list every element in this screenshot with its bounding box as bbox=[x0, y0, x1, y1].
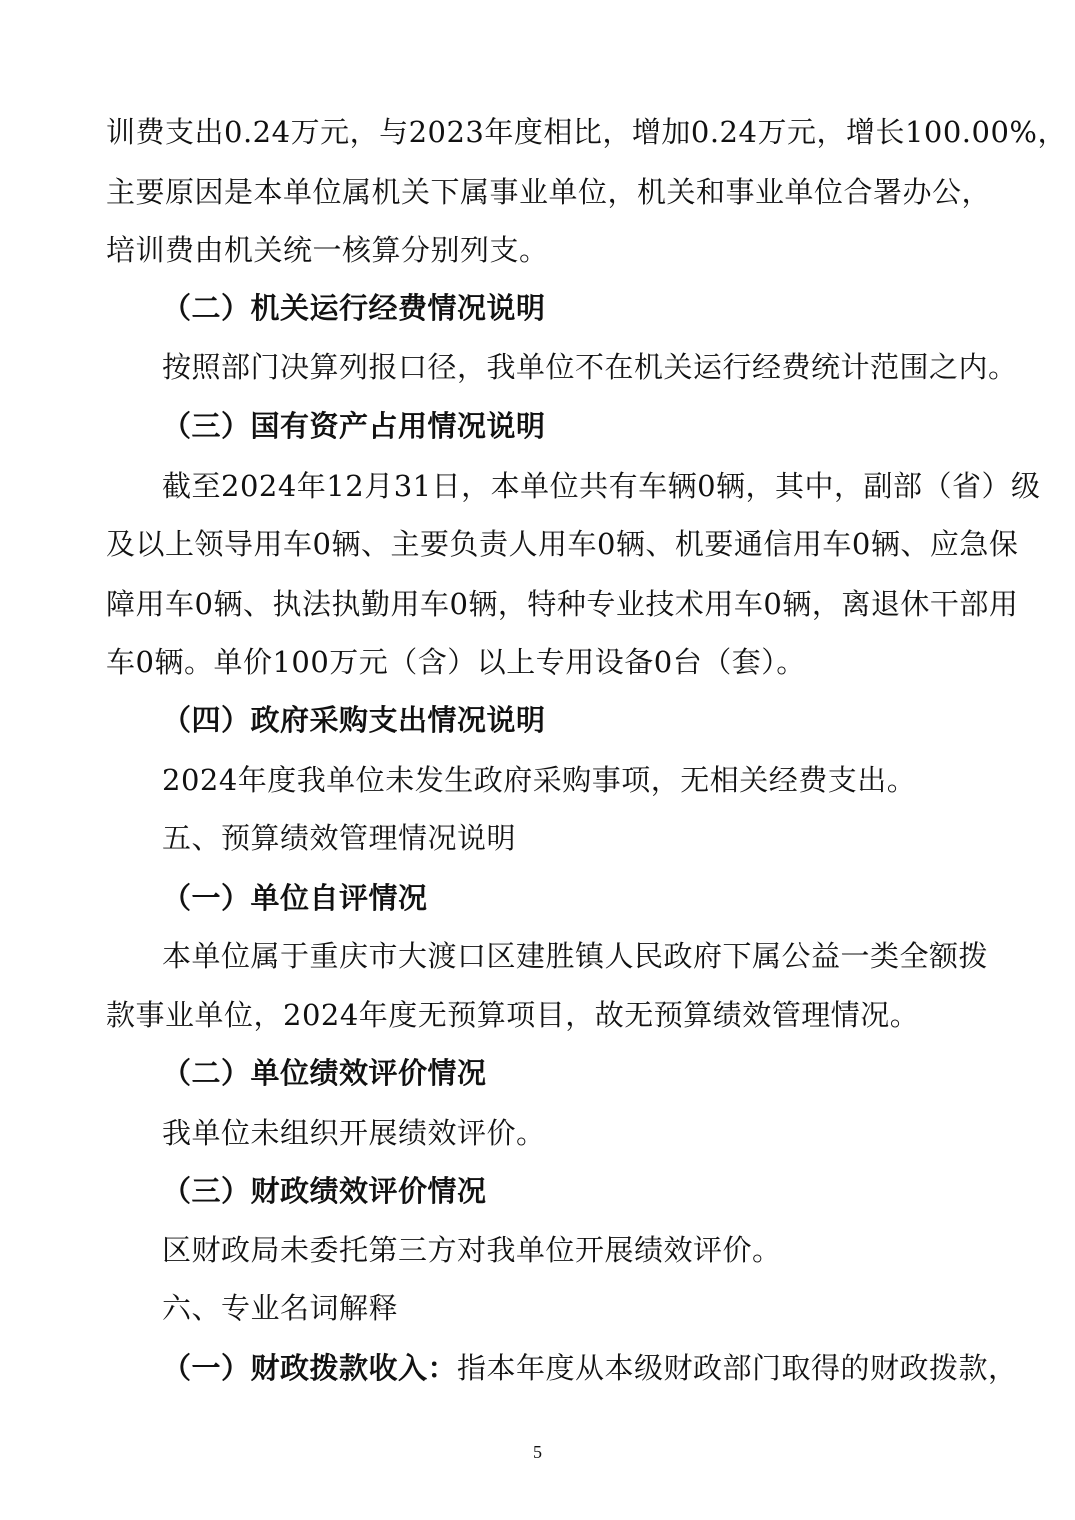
definition-line bbox=[162, 1348, 1018, 1388]
chapter-heading: 六、专业名词解释 bbox=[162, 1291, 399, 1325]
paragraph-line: 障用车0辆、执法执勤用车0辆，特种专业技术用车0辆，离退休干部用 bbox=[106, 587, 1019, 621]
paragraph-line: 培训费由机关统一核算分别列支。 bbox=[106, 233, 549, 267]
paragraph-line: 款事业单位，2024年度无预算项目，故无预算绩效管理情况。 bbox=[106, 998, 920, 1032]
paragraph-line: 及以上领导用车0辆、主要负责人用车0辆、机要通信用车0辆、应急保 bbox=[106, 527, 1019, 561]
paragraph-line: 训费支出0.24万元，与2023年度相比，增加0.24万元，增长100.00%， bbox=[106, 115, 1067, 149]
paragraph-line: 区财政局未委托第三方对我单位开展绩效评价。 bbox=[162, 1233, 782, 1267]
paragraph-line: 主要原因是本单位属机关下属事业单位，机关和事业单位合署办公， bbox=[106, 175, 992, 209]
section-heading: （二）机关运行经费情况说明 bbox=[162, 291, 546, 325]
section-heading: （二）单位绩效评价情况 bbox=[162, 1056, 487, 1090]
paragraph-line: 本单位属于重庆市大渡口区建胜镇人民政府下属公益一类全额拨 bbox=[162, 939, 989, 973]
section-heading: （三）财政绩效评价情况 bbox=[162, 1174, 487, 1208]
page-number: 5 bbox=[533, 1442, 542, 1462]
paragraph-line: 按照部门决算列报口径，我单位不在机关运行经费统计范围之内。 bbox=[162, 350, 1018, 384]
paragraph-line: 我单位未组织开展绩效评价。 bbox=[162, 1116, 546, 1150]
definition-term: （一）财政拨款收入： bbox=[162, 1351, 458, 1385]
paragraph-line: 截至2024年12月31日，本单位共有车辆0辆，其中，副部（省）级 bbox=[162, 469, 1041, 503]
paragraph-line: 2024年度我单位未发生政府采购事项，无相关经费支出。 bbox=[162, 763, 917, 797]
section-heading: （三）国有资产占用情况说明 bbox=[162, 409, 546, 443]
section-heading: （一）单位自评情况 bbox=[162, 881, 428, 915]
definition-text: 指本年度从本级财政部门取得的财政拨款， bbox=[457, 1351, 1018, 1385]
chapter-heading: 五、预算绩效管理情况说明 bbox=[162, 821, 517, 855]
paragraph-line: 车0辆。单价100万元（含）以上专用设备0台（套）。 bbox=[106, 645, 806, 679]
section-heading: （四）政府采购支出情况说明 bbox=[162, 703, 546, 737]
